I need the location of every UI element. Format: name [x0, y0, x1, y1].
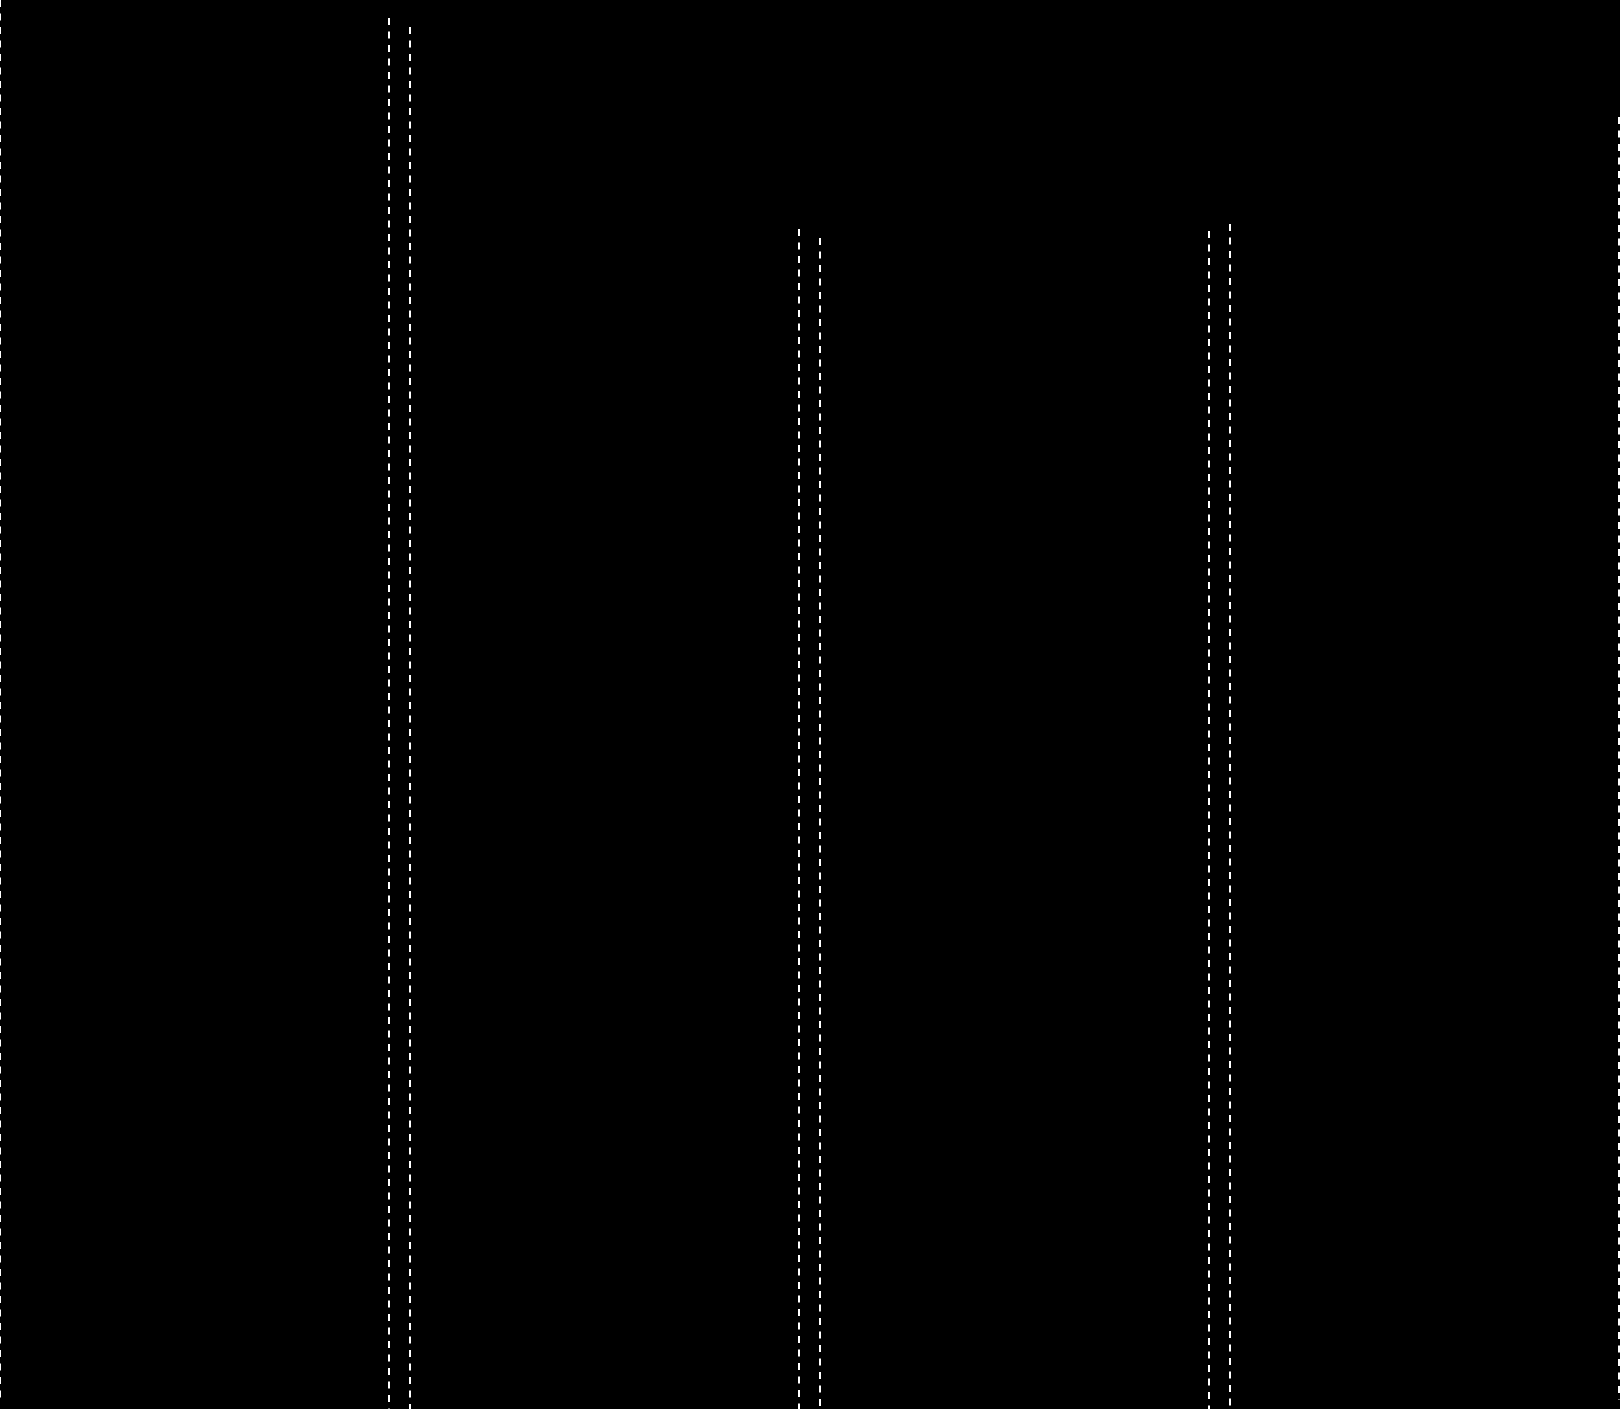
pair1-right-dashed-line	[409, 27, 411, 1409]
pair1-left-dashed-line	[388, 18, 390, 1409]
left-edge-dashed-line	[0, 0, 1, 1400]
pair3-right-dashed-line	[1229, 224, 1231, 1409]
pair3-left-dashed-line	[1208, 231, 1210, 1409]
pair2-left-dashed-line	[798, 229, 800, 1409]
pair2-right-dashed-line	[819, 238, 821, 1409]
